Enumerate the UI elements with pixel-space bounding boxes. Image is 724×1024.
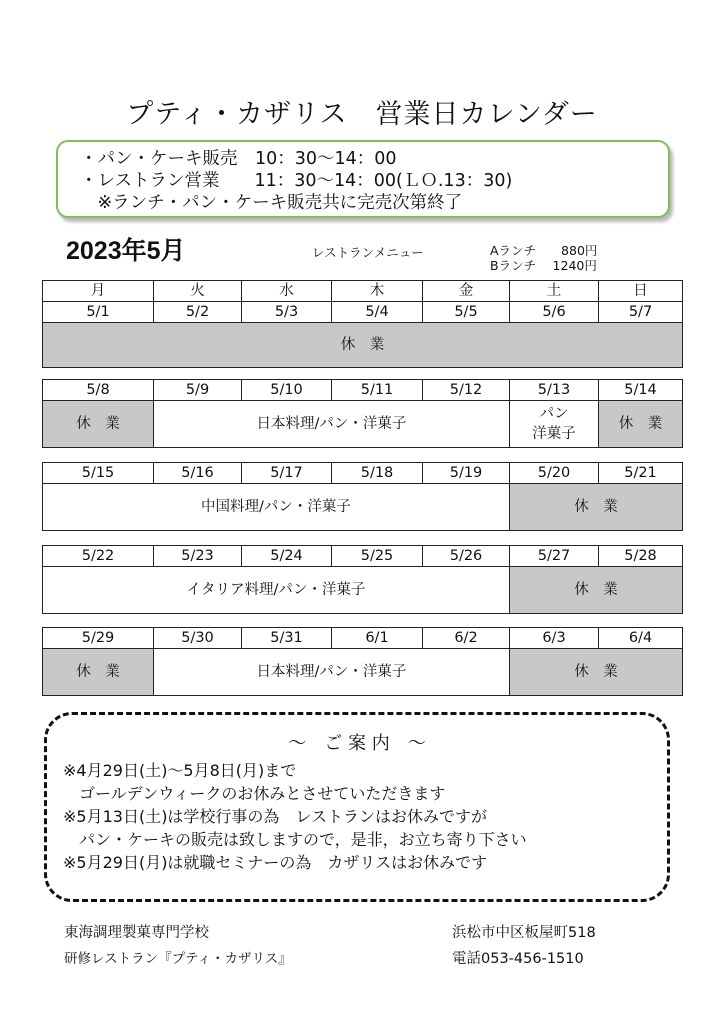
date-cell: 5/11	[332, 380, 423, 401]
schedule-row	[43, 567, 683, 614]
date-cell: 5/26	[423, 546, 510, 567]
schedule-row	[43, 484, 683, 531]
date-cell: 5/10	[242, 380, 332, 401]
sold-out-note: ※ランチ・パン・ケーキ販売共に完売次第終了	[80, 193, 463, 213]
date-cell: 5/13	[510, 380, 599, 401]
notice-title: ～ ご 案 内 ～	[288, 733, 426, 754]
lunch-b-price: Bランチ 1240円	[490, 258, 597, 273]
closed-cell: 休 業	[43, 401, 154, 448]
date-cell: 5/14	[599, 380, 683, 401]
week-table	[42, 379, 683, 448]
month-heading: 2023年5月	[66, 237, 186, 265]
notice-box	[44, 712, 670, 902]
menu-cell: 日本料理/パン・洋菓子	[154, 649, 510, 696]
date-cell: 5/29	[43, 628, 154, 649]
schedule-row	[43, 323, 683, 368]
school-name: 東海調理製菓専門学校	[64, 925, 209, 941]
week-table	[42, 627, 683, 696]
date-cell: 6/3	[510, 628, 599, 649]
address: 浜松市中区板屋町518	[452, 925, 596, 941]
closed-cell: 休 業	[510, 649, 683, 696]
date-cell: 5/18	[332, 463, 423, 484]
bakery-hours: ・パン・ケーキ販売 10：30～14：00	[80, 149, 397, 169]
date-cell: 5/19	[423, 463, 510, 484]
closed-cell: 休 業	[510, 484, 683, 531]
date-cell: 5/6	[510, 302, 599, 323]
menu-cell: パン 洋菓子	[510, 401, 599, 448]
date-cell: 5/7	[599, 302, 683, 323]
date-cell: 6/2	[423, 628, 510, 649]
date-row	[43, 463, 683, 484]
menu-cell: イタリア料理/パン・洋菓子	[43, 567, 510, 614]
week-table	[42, 462, 683, 531]
closed-cell: 休 業	[510, 567, 683, 614]
lunch-a-price: Aランチ 880円	[490, 243, 598, 258]
notice-line: パン・ケーキの販売は致しますので，是非，お立ち寄り下さい	[63, 830, 527, 849]
notice-line: ※4月29日(土)～5月8日(月)まで	[63, 761, 297, 780]
date-row	[43, 546, 683, 567]
menu-cell: 中国料理/パン・洋菓子	[43, 484, 510, 531]
date-row	[43, 628, 683, 649]
menu-label: レストランメニュー	[312, 245, 424, 260]
date-cell: 5/20	[510, 463, 599, 484]
schedule-row	[43, 401, 683, 448]
weekday-label: 火	[154, 281, 242, 302]
menu-cell: 日本料理/パン・洋菓子	[154, 401, 510, 448]
date-cell: 5/22	[43, 546, 154, 567]
date-cell: 5/15	[43, 463, 154, 484]
date-row	[43, 380, 683, 401]
week-table	[42, 545, 683, 614]
date-cell: 5/30	[154, 628, 242, 649]
date-cell: 5/4	[332, 302, 423, 323]
notice-line: ※5月13日(土)は学校行事の為 レストランはお休みですが	[63, 807, 487, 826]
business-hours-box	[56, 140, 670, 218]
date-cell: 6/1	[332, 628, 423, 649]
date-cell: 5/24	[242, 546, 332, 567]
weekday-label: 水	[242, 281, 332, 302]
date-cell: 5/3	[242, 302, 332, 323]
date-cell: 6/4	[599, 628, 683, 649]
notice-line: ※5月29日(月)は就職セミナーの為 カザリスはお休みです	[63, 853, 488, 872]
weekday-label: 木	[332, 281, 423, 302]
page-title: プティ・カザリス 営業日カレンダー	[126, 99, 598, 130]
date-cell: 5/31	[242, 628, 332, 649]
date-row	[43, 302, 683, 323]
date-cell: 5/16	[154, 463, 242, 484]
schedule-row	[43, 649, 683, 696]
date-cell: 5/1	[43, 302, 154, 323]
restaurant-hours: ・レストラン営業 11：30～14：00(ＬＯ.13：30)	[80, 171, 513, 191]
date-cell: 5/28	[599, 546, 683, 567]
notice-lines	[63, 759, 527, 874]
weekday-header-row	[43, 281, 683, 302]
closed-cell: 休 業	[43, 323, 683, 368]
closed-cell: 休 業	[43, 649, 154, 696]
date-cell: 5/2	[154, 302, 242, 323]
date-cell: 5/21	[599, 463, 683, 484]
menu-prices	[490, 243, 597, 273]
week-table	[42, 280, 683, 368]
weekday-label: 日	[599, 281, 683, 302]
closed-cell: 休 業	[599, 401, 683, 448]
date-cell: 5/27	[510, 546, 599, 567]
restaurant-name: 研修レストラン『プティ・カザリス』	[64, 951, 292, 967]
date-cell: 5/23	[154, 546, 242, 567]
notice-line: ゴールデンウィークのお休みとさせていただきます	[63, 784, 446, 803]
date-cell: 5/5	[423, 302, 510, 323]
date-cell: 5/25	[332, 546, 423, 567]
phone-number: 電話053-456-1510	[452, 951, 584, 967]
weekday-label: 月	[43, 281, 154, 302]
date-cell: 5/12	[423, 380, 510, 401]
weekday-label: 土	[510, 281, 599, 302]
date-cell: 5/17	[242, 463, 332, 484]
date-cell: 5/8	[43, 380, 154, 401]
weekday-label: 金	[423, 281, 510, 302]
date-cell: 5/9	[154, 380, 242, 401]
